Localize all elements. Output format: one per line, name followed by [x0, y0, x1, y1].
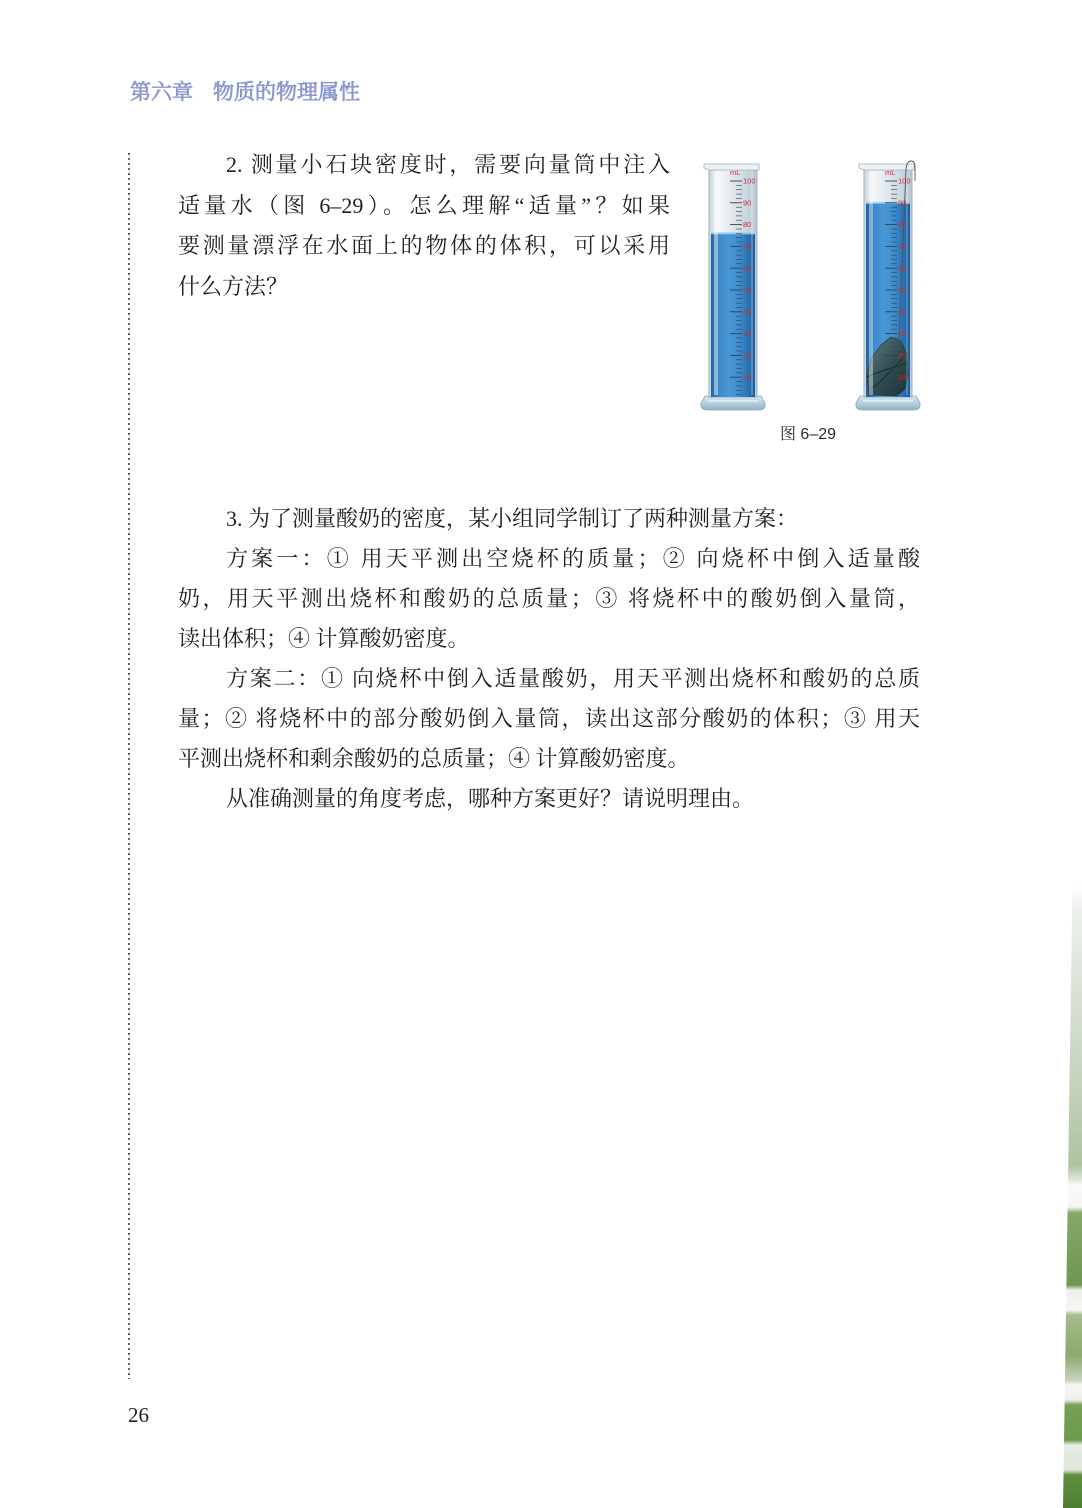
- scale-label-30: 30: [898, 329, 907, 339]
- scale-label-30: 30: [743, 329, 752, 339]
- figure-caption: 图 6–29: [779, 426, 837, 443]
- question-2-line: 要测量漂浮在水面上的物体的体积，可以采用: [178, 233, 670, 258]
- scale-label-90: 90: [743, 198, 752, 208]
- question-3-prompt: 3. 为了测量酸奶的密度，某小组同学制订了两种测量方案：: [226, 506, 799, 531]
- scale-label-20: 20: [898, 351, 907, 360]
- running-head: [130, 80, 360, 104]
- page-number: 26: [128, 1403, 149, 1427]
- plan-2-line: 平测出烧杯和剩余酸奶的总质量；④ 计算酸奶密度。: [178, 746, 690, 771]
- question-2: [178, 145, 670, 307]
- cylinder-base: [856, 396, 920, 410]
- plan-2-line: 方案二：① 向烧杯中倒入适量酸奶，用天平测出烧杯和酸奶的总质: [226, 666, 920, 691]
- question-2-line: 适量水（图 6–29）。怎么理解“适量”？如果: [178, 192, 670, 218]
- scale-label-40: 40: [743, 307, 752, 317]
- question-3-ask: 从准确测量的角度考虑，哪种方案更好？请说明理由。: [226, 786, 755, 811]
- edge-photo-strip: [1063, 885, 1082, 1508]
- scale-label-40: 40: [898, 307, 907, 317]
- glass-highlight: [869, 171, 873, 395]
- measuring-cylinder-water: [701, 164, 765, 410]
- plan-1-line: 读出体积；④ 计算酸奶密度。: [178, 626, 470, 651]
- chapter-label: 第六章: [130, 80, 193, 104]
- scale-label-60: 60: [898, 263, 907, 273]
- scale-label-50: 50: [898, 285, 907, 295]
- scale-unit-label: mL: [730, 168, 741, 177]
- measuring-cylinder-stone: [856, 161, 920, 410]
- figure-6-29: [690, 150, 930, 420]
- plan-2-line: 量；② 将烧杯中的部分酸奶倒入量筒，读出这部分酸奶的体积；③ 用天: [178, 706, 920, 731]
- scale-label-90: 90: [898, 198, 907, 208]
- question-3: [178, 499, 920, 819]
- scale-label-50: 50: [743, 285, 752, 295]
- scale-label-20: 20: [743, 351, 752, 360]
- scale-label-80: 80: [898, 220, 907, 230]
- cylinder-base: [701, 396, 765, 410]
- scale-unit-label: mL: [885, 168, 896, 177]
- plan-1-line: 方案一：① 用天平测出空烧杯的质量；② 向烧杯中倒入适量酸: [226, 546, 920, 571]
- scale-label-60: 60: [743, 263, 752, 273]
- scale-label-100: 100: [898, 176, 911, 186]
- scale-label-100: 100: [743, 176, 756, 186]
- glass-highlight: [714, 171, 718, 395]
- scale-label-10: 10: [898, 372, 907, 382]
- scale-label-70: 70: [743, 242, 752, 251]
- plan-1-line: 奶，用天平测出烧杯和酸奶的总质量；③ 将烧杯中的酸奶倒入量筒，: [178, 586, 920, 611]
- scale-label-80: 80: [743, 220, 752, 230]
- scale-label-10: 10: [743, 372, 752, 382]
- margin-dotted-rule: [128, 153, 130, 1379]
- scale-label-70: 70: [898, 242, 907, 251]
- chapter-title: 物质的物理属性: [213, 80, 360, 104]
- question-2-line: 2. 测量小石块密度时，需要向量筒中注入: [226, 152, 670, 177]
- question-2-line: 什么方法？: [178, 273, 289, 299]
